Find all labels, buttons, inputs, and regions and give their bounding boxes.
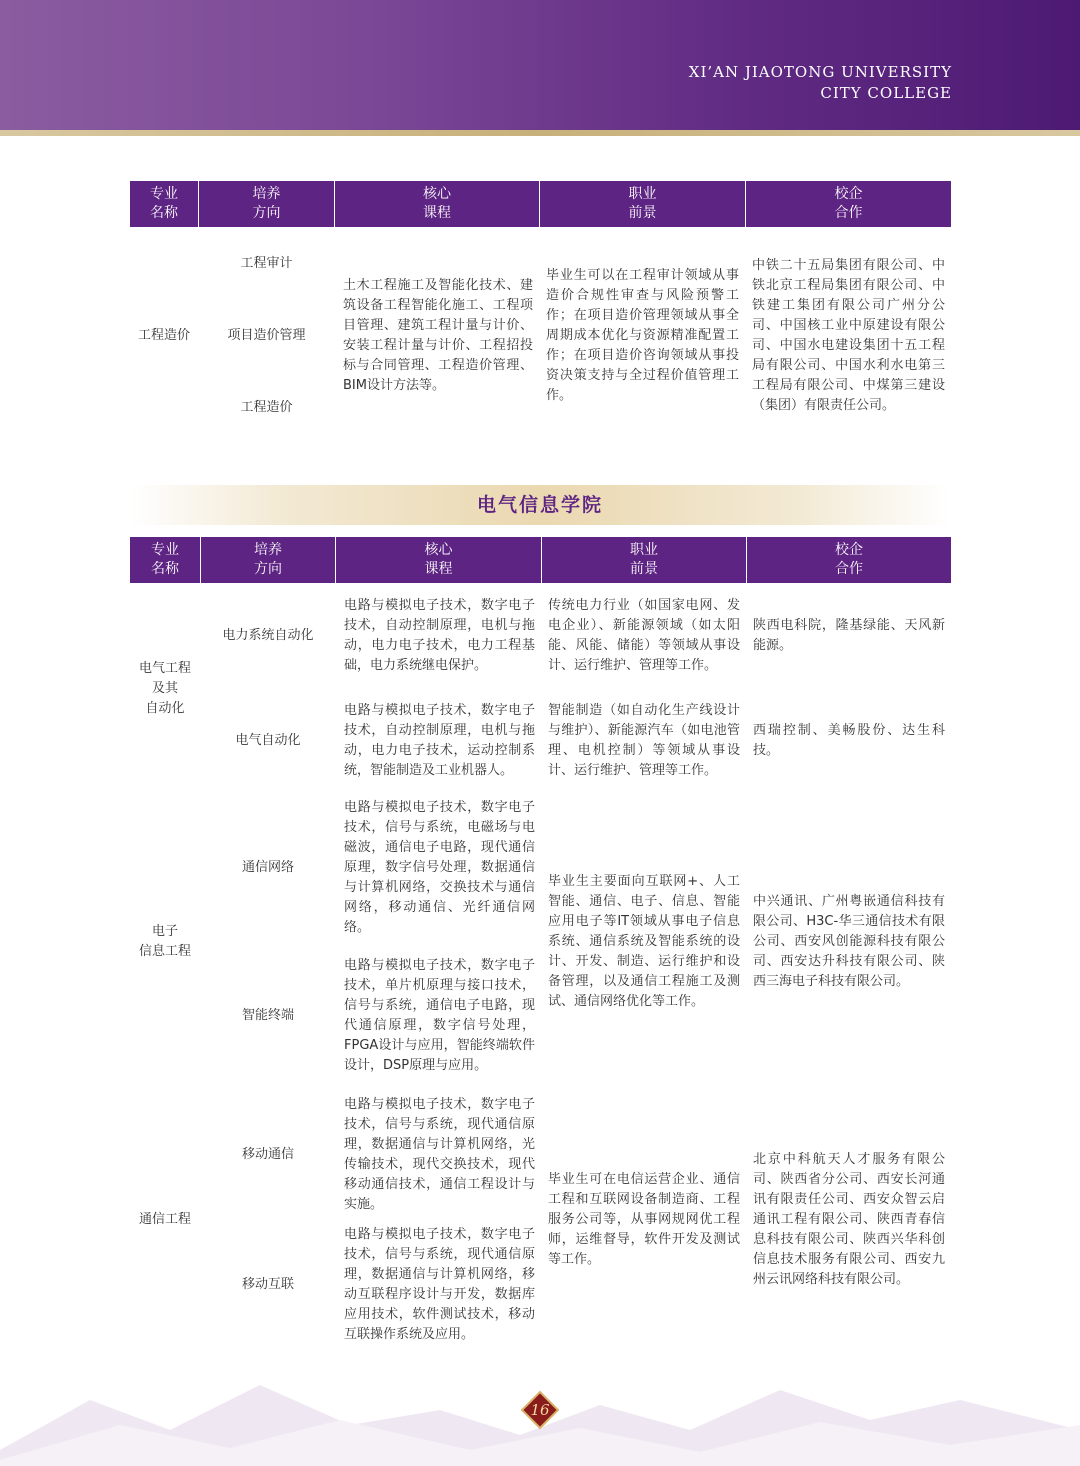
courses-cell: 电路与模拟电子技术，数字电子技术，信号与系统，电磁场与电磁波，通信电子电路，现代通信原理，数字信号处理，数据通信与计算机网络，交换技术与通信网络，移动通信、光纤通信网络。 (336, 794, 542, 942)
electrical-info-table (129, 536, 952, 1350)
major-name: 通信工程 (130, 1090, 201, 1350)
courses-cell: 电路与模拟电子技术，数字电子技术，自动控制原理，电机与拖动，电力电子技术，运动控制系统，智能制造及工业机器人。 (336, 689, 542, 794)
courses-cell: 土木工程施工及智能化技术、建筑设备工程智能化施工、工程项目管理、建筑工程计量与计价、安装工程计量与计价、工程招投标与合同管理、工程造价管理、BIM设计方法等。 (335, 228, 540, 444)
direction-cell: 电力系统自动化 (201, 584, 336, 689)
courses-cell: 电路与模拟电子技术，数字电子技术，信号与系统，现代通信原理，数据通信与计算机网络，光传输技术，现代交换技术，现代移动通信技术，通信工程设计与实施。 (336, 1090, 542, 1220)
direction-cell: 移动互联 (201, 1220, 336, 1350)
direction-cell: 工程审计 (199, 228, 335, 300)
direction-cell: 通信网络 (201, 794, 336, 942)
prospect-cell: 毕业生可在电信运营企业、通信工程和互联网设备制造商、工程服务公司等，从事网规网优工程师，运维督导，软件开发及测试等工作。 (542, 1090, 747, 1350)
header-prospect: 职业 前景 (542, 537, 747, 584)
university-name-line2: CITY COLLEGE (820, 84, 952, 102)
header-gold-line (0, 130, 1080, 136)
section-banner (130, 485, 950, 525)
page-number: 16 (530, 1401, 550, 1419)
courses-cell: 电路与模拟电子技术，数字电子技术，自动控制原理，电机与拖动，电力电子技术，电力工程基础，电力系统继电保护。 (336, 584, 542, 689)
header-direction: 培养 方向 (201, 537, 336, 584)
prospect-cell: 毕业生可以在工程审计领域从事造价合规性审查与风险预警工作；在项目造价管理领域从事全周期成本优化与资源精准配置工作；在项目造价咨询领域从事投资决策支持与全过程价值管理工作。 (540, 228, 746, 444)
direction-cell: 电气自动化 (201, 689, 336, 794)
header-courses: 核心 课程 (335, 181, 540, 228)
header-cooperation: 校企 合作 (747, 537, 952, 584)
header-direction: 培养 方向 (199, 181, 335, 228)
cooperation-cell: 北京中科航天人才服务有限公司、陕西省分公司、西安长河通讯有限责任公司、西安众智云启通讯工程有限公司、陕西青春信息科技有限公司、陕西兴华科创信息技术服务有限公司、西安九州云讯网络科技有限公司。 (747, 1090, 952, 1350)
university-name-line1: XI’AN JIAOTONG UNIVERSITY (688, 63, 952, 81)
major-name: 电气工程 及其 自动化 (130, 584, 201, 794)
direction-cell: 项目造价管理 (199, 300, 335, 372)
direction-cell: 移动通信 (201, 1090, 336, 1220)
major-name: 电子 信息工程 (130, 794, 201, 1090)
prospect-cell: 智能制造（如自动化生产线设计与维护）、新能源汽车（如电池管理、电机控制）等领域从事设计、运行维护、管理等工作。 (542, 689, 747, 794)
direction-cell: 工程造价 (199, 372, 335, 444)
prospect-cell: 毕业生主要面向互联网+、人工智能、通信、电子、信息、智能应用电子等IT领域从事电子信息系统、通信系统及智能系统的设计、开发、制造、运行维护和设备管理，以及通信工程施工及测试、通信网络优化等工作。 (542, 794, 747, 1090)
header-courses: 核心 课程 (336, 537, 542, 584)
header-cooperation: 校企 合作 (746, 181, 952, 228)
cooperation-cell: 中铁二十五局集团有限公司、中铁北京工程局集团有限公司、中铁建工集团有限公司广州分公司、中国核工业中原建设有限公司、中国水电建设集团十五工程局有限公司、中国水利水电第三工程局有限公司、中煤第三建设（集团）有限责任公司。 (746, 228, 952, 444)
courses-cell: 电路与模拟电子技术，数字电子技术，单片机原理与接口技术，信号与系统，通信电子电路，现代通信原理，数字信号处理，FPGA设计与应用，智能终端软件设计，DSP原理与应用。 (336, 942, 542, 1090)
section-title: 电气信息学院 (476, 494, 603, 516)
courses-cell: 电路与模拟电子技术，数字电子技术，信号与系统，现代通信原理，数据通信与计算机网络，移动互联程序设计与开发，数据库应用技术，软件测试技术，移动互联操作系统及应用。 (336, 1220, 542, 1350)
engineering-cost-table (129, 180, 952, 444)
cooperation-cell: 中兴通讯、广州粤嵌通信科技有限公司、H3C-华三通信技术有限公司、西安风创能源科技有限公司、西安达升科技有限公司、陕西三海电子科技有限公司。 (747, 794, 952, 1090)
prospect-cell: 传统电力行业（如国家电网、发电企业）、新能源领域（如太阳能、风能、储能）等领域从事设计、运行维护、管理等工作。 (542, 584, 747, 689)
direction-cell: 智能终端 (201, 942, 336, 1090)
cooperation-cell: 西瑞控制、美畅股份、达生科技。 (747, 689, 952, 794)
header-prospect: 职业 前景 (540, 181, 746, 228)
university-name (689, 62, 952, 104)
header-major: 专业 名称 (130, 537, 201, 584)
header-major: 专业 名称 (130, 181, 199, 228)
cooperation-cell: 陕西电科院，隆基绿能、天风新能源。 (747, 584, 952, 689)
major-name: 工程造价 (130, 228, 199, 444)
